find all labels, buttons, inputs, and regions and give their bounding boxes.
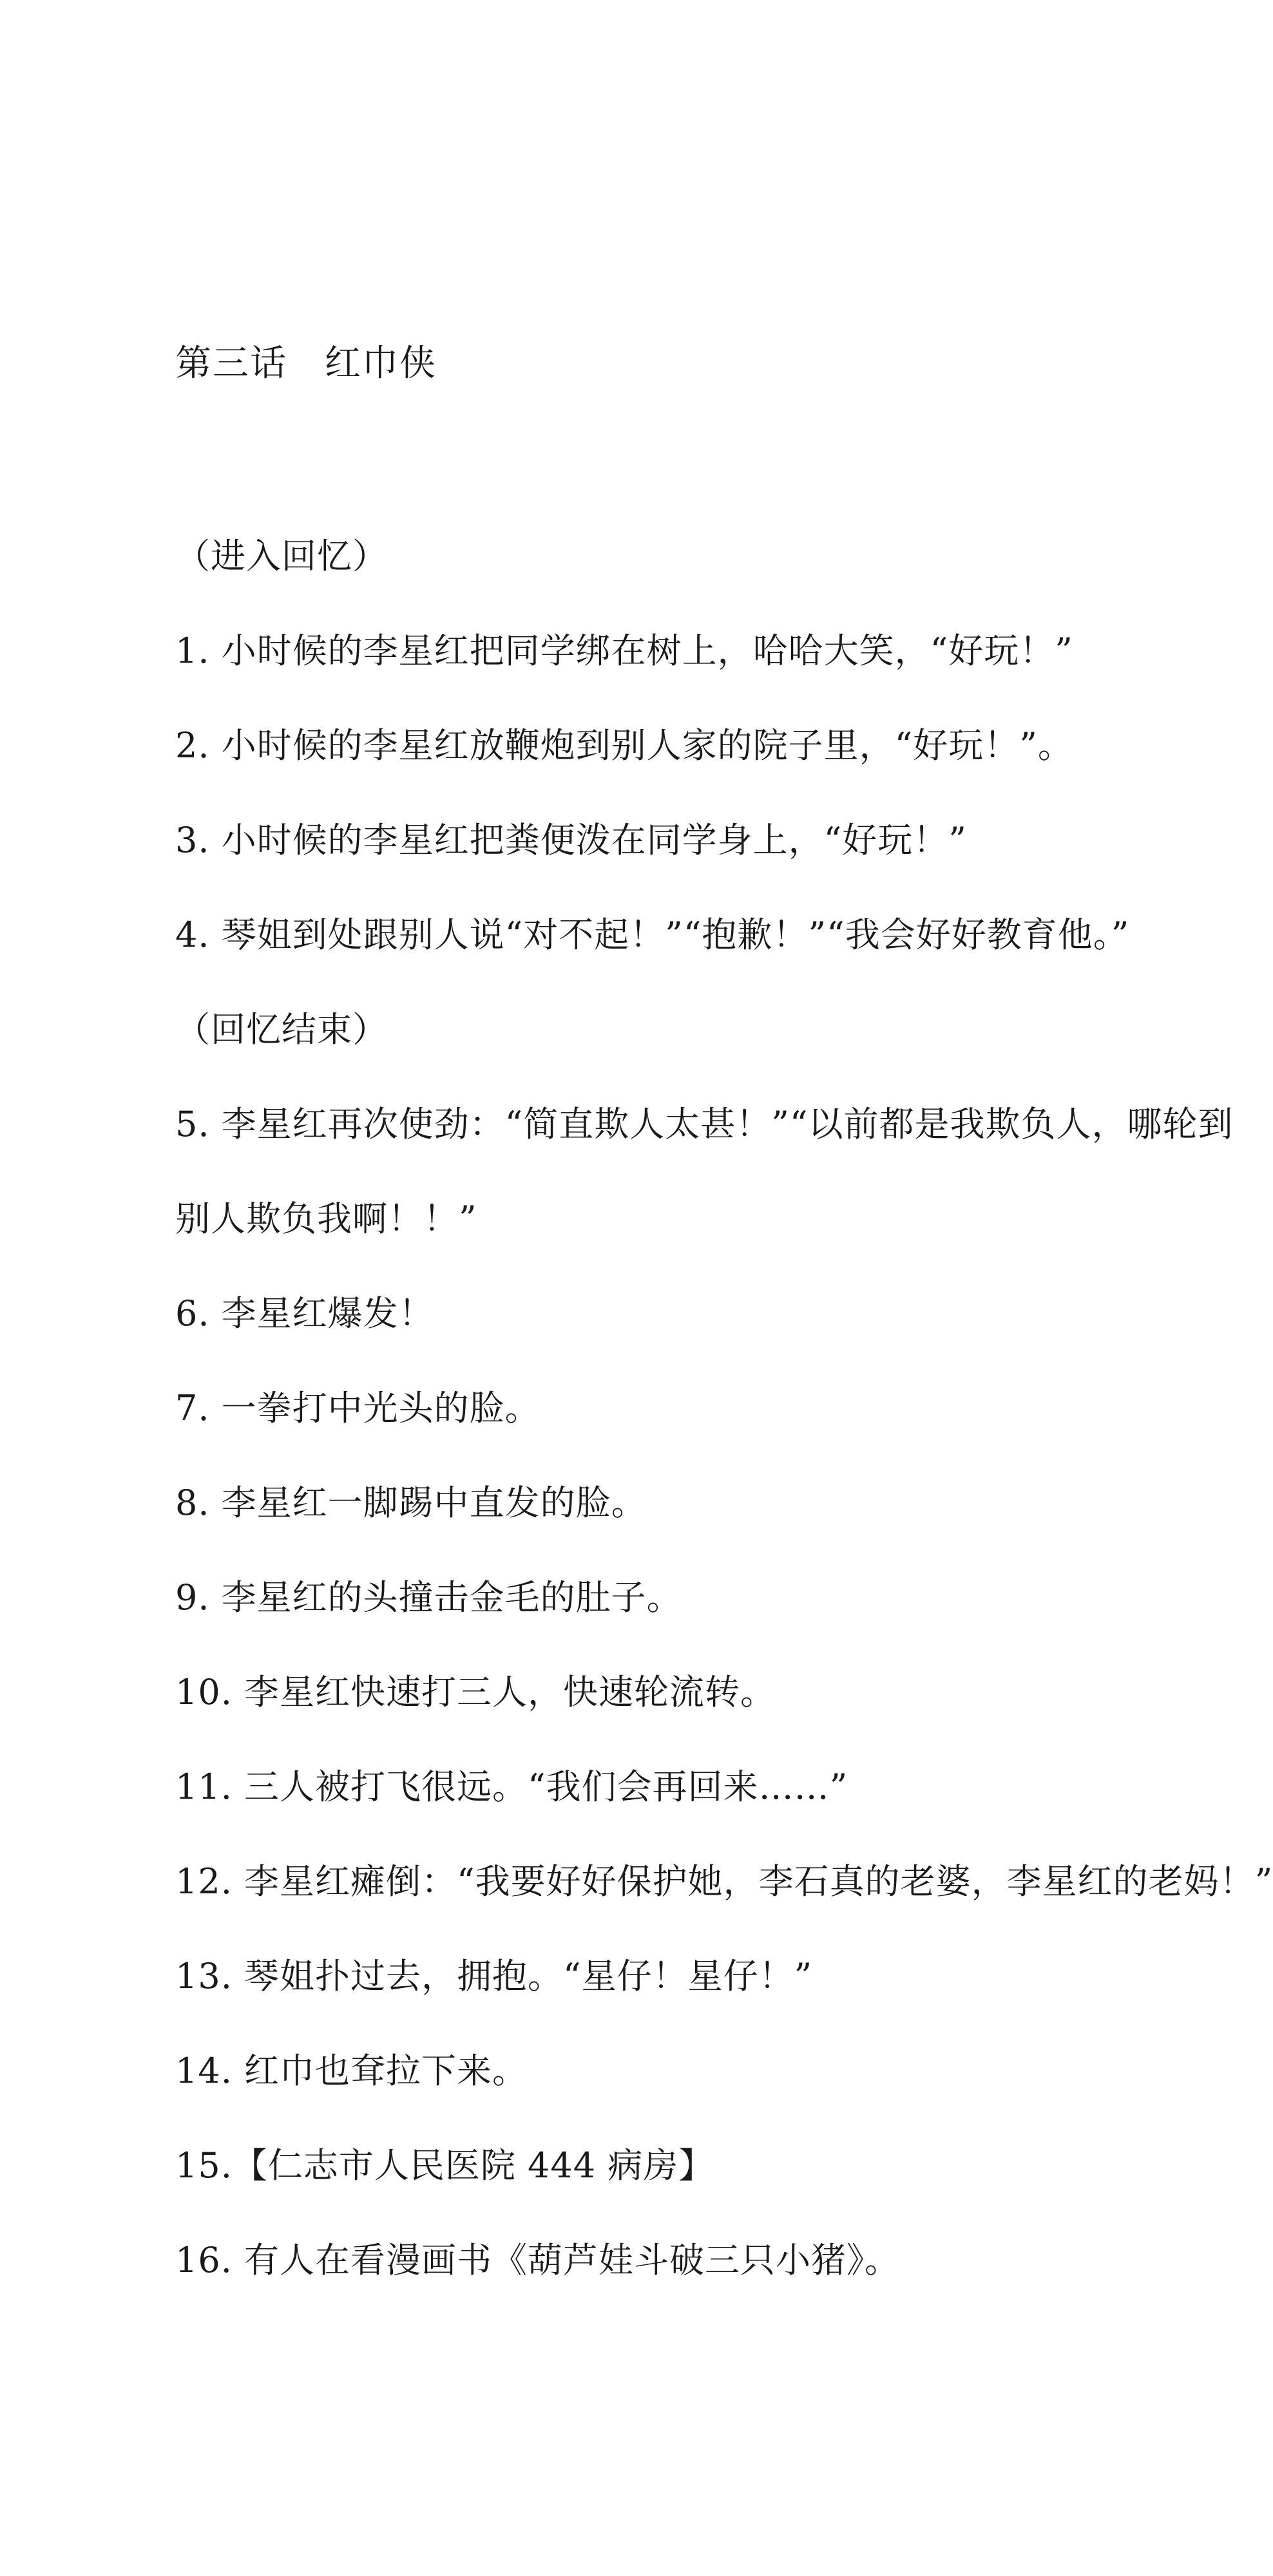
script-line: 16. 有人在看漫画书《葫芦娃斗破三只小猪》。 xyxy=(175,2240,901,2280)
script-line: （进入回忆） xyxy=(175,536,388,576)
script-lines xyxy=(175,528,1273,2327)
script-line: 14. 红巾也耷拉下来。 xyxy=(175,2050,528,2091)
script-line: 3. 小时候的李星红把粪便泼在同学身上，“好玩！” xyxy=(175,820,967,860)
script-line: 12. 李星红瘫倒：“我要好好保护她，李石真的老婆，李星红的老妈！” xyxy=(175,1861,1273,1902)
script-line: 11. 三人被打飞很远。“我们会再回来……” xyxy=(175,1766,848,1807)
script-line: 2. 小时候的李星红放鞭炮到别人家的院子里，“好玩！”。 xyxy=(175,725,1073,766)
script-line: 5. 李星红再次使劲：“简直欺人太甚！”“以前都是我欺负人，哪轮到 xyxy=(175,1104,1234,1144)
script-line: 13. 琴姐扑过去，拥抱。“星仔！星仔！” xyxy=(175,1956,813,1996)
script-line: 9. 李星红的头撞击金毛的肚子。 xyxy=(175,1577,682,1618)
script-line: 4. 琴姐到处跟别人说“对不起！”“抱歉！”“我会好好教育他。” xyxy=(175,914,1130,955)
script-line: （回忆结束） xyxy=(175,1009,388,1050)
script-line-continuation: 别人欺负我啊！！” xyxy=(175,1198,477,1239)
script-line: 10. 李星红快速打三人，快速轮流转。 xyxy=(175,1672,776,1712)
script-line: 6. 李星红爆发！ xyxy=(175,1293,434,1334)
script-line: 7. 一拳打中光头的脸。 xyxy=(175,1388,541,1428)
script-line: 8. 李星红一脚踢中直发的脸。 xyxy=(175,1482,647,1523)
script-line: 15.【仁志市人民医院 444 病房】 xyxy=(175,2145,714,2186)
chapter-title: 第三话 红巾侠 xyxy=(175,343,437,384)
script-line: 1. 小时候的李星红把同学绑在树上，哈哈大笑，“好玩！” xyxy=(175,630,1073,671)
